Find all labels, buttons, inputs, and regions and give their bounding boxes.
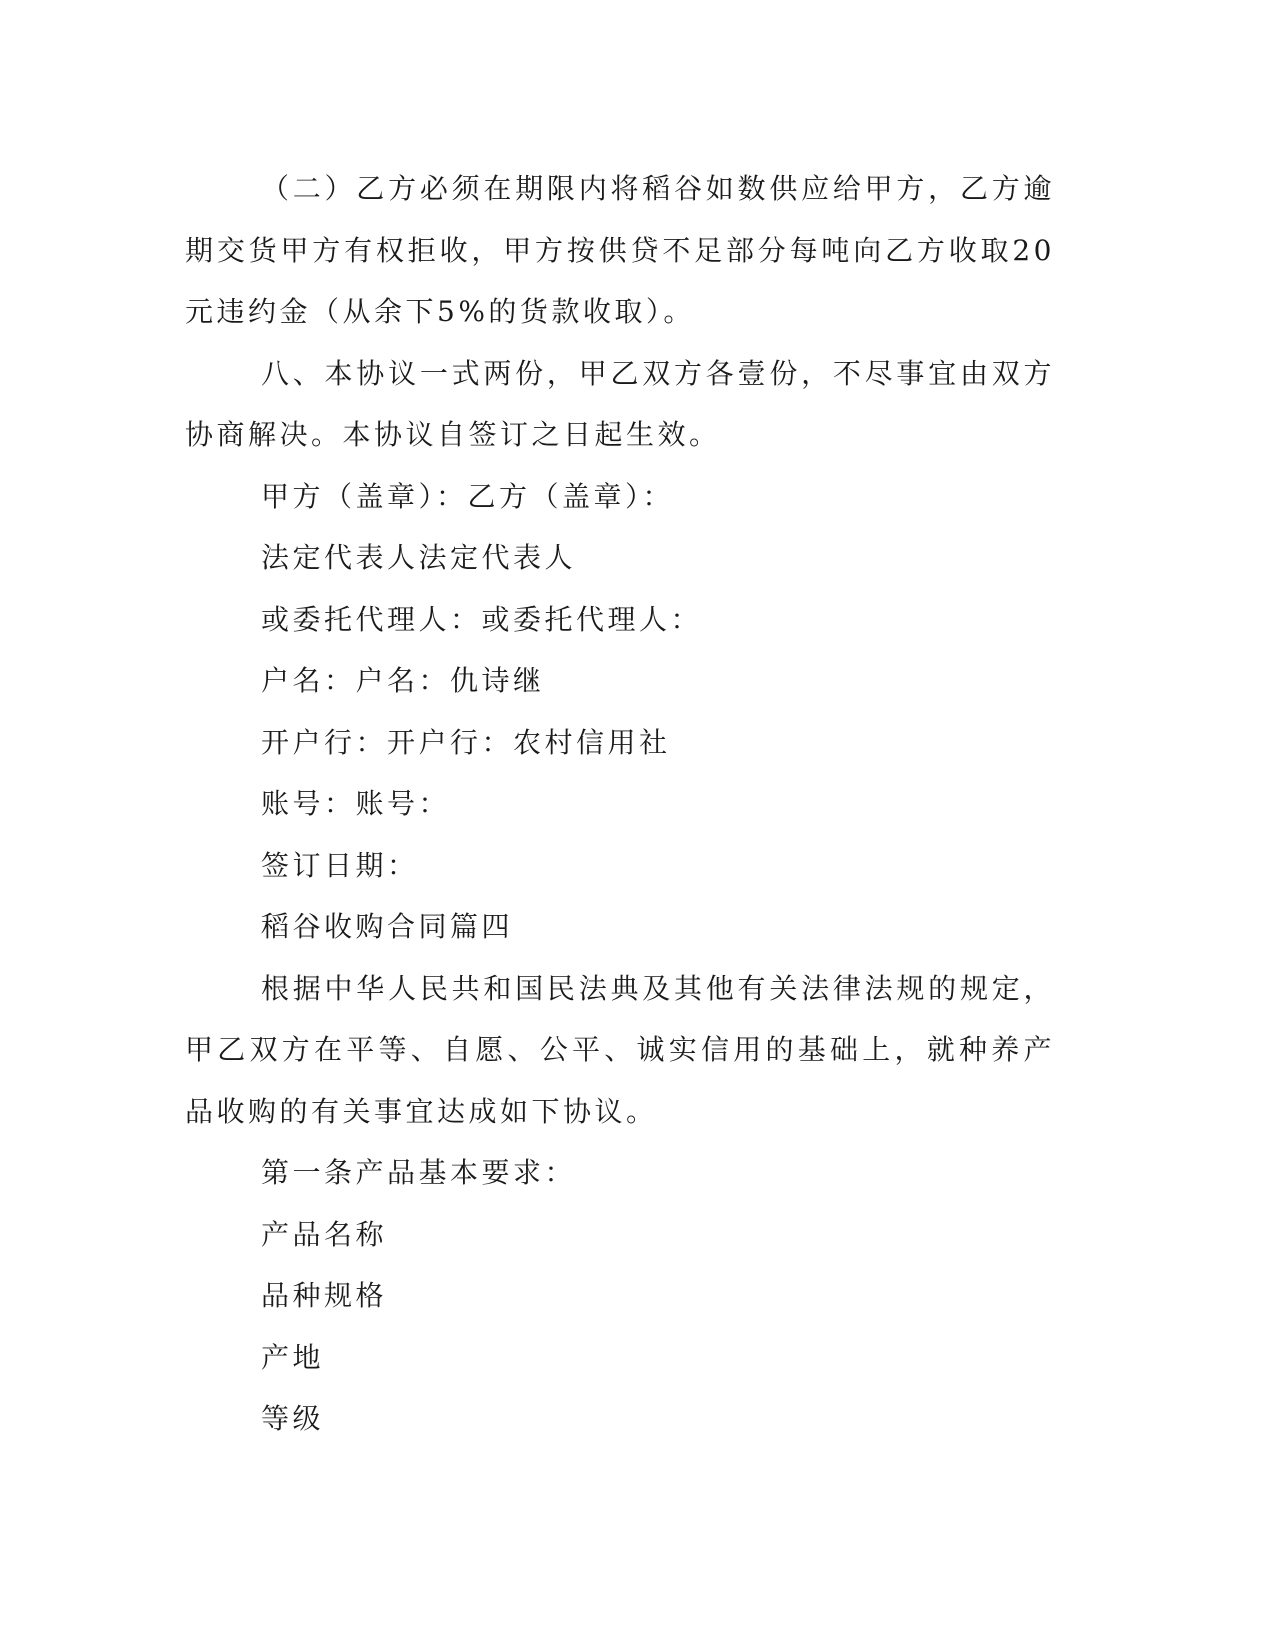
- product-field: 产地: [261, 1340, 325, 1374]
- product-field: 品种规格: [261, 1279, 388, 1312]
- article-heading: 第一条产品基本要求：: [261, 1156, 577, 1189]
- section-title: 稻谷收购合同篇四: [261, 910, 514, 943]
- clause-paragraph: 八、本协议一式两份，甲乙双方各壹份，不尽事宜由双方协商解决。本协议自签订之日起生效。: [185, 356, 1055, 451]
- signature-line: 开户行：开户行：农村信用社: [261, 725, 671, 759]
- product-field: 等级: [261, 1402, 325, 1435]
- signature-line: 法定代表人法定代表人: [261, 541, 577, 574]
- signature-line: 甲方（盖章）：乙方（盖章）：: [261, 479, 675, 513]
- clause-paragraph: （二）乙方必须在期限内将稻谷如数供应给甲方，乙方逾期交货甲方有权拒收，甲方按供贷不足部分每吨向乙方收取20元违约金（从余下5%的货款收取）。: [185, 172, 1055, 328]
- product-field: 产品名称: [261, 1217, 388, 1251]
- signature-line: 户名：户名：仇诗继: [261, 664, 545, 697]
- signature-line: 或委托代理人：或委托代理人：: [261, 602, 703, 636]
- document-body: [185, 158, 1055, 1450]
- intro-paragraph: 根据中华人民共和国民法典及其他有关法律法规的规定，甲乙双方在平等、自愿、公平、诚实信用的基础上，就种养产品收购的有关事宜达成如下协议。: [185, 971, 1055, 1128]
- signature-line: 账号：账号：: [261, 787, 451, 820]
- signature-line: 签订日期：: [261, 848, 419, 882]
